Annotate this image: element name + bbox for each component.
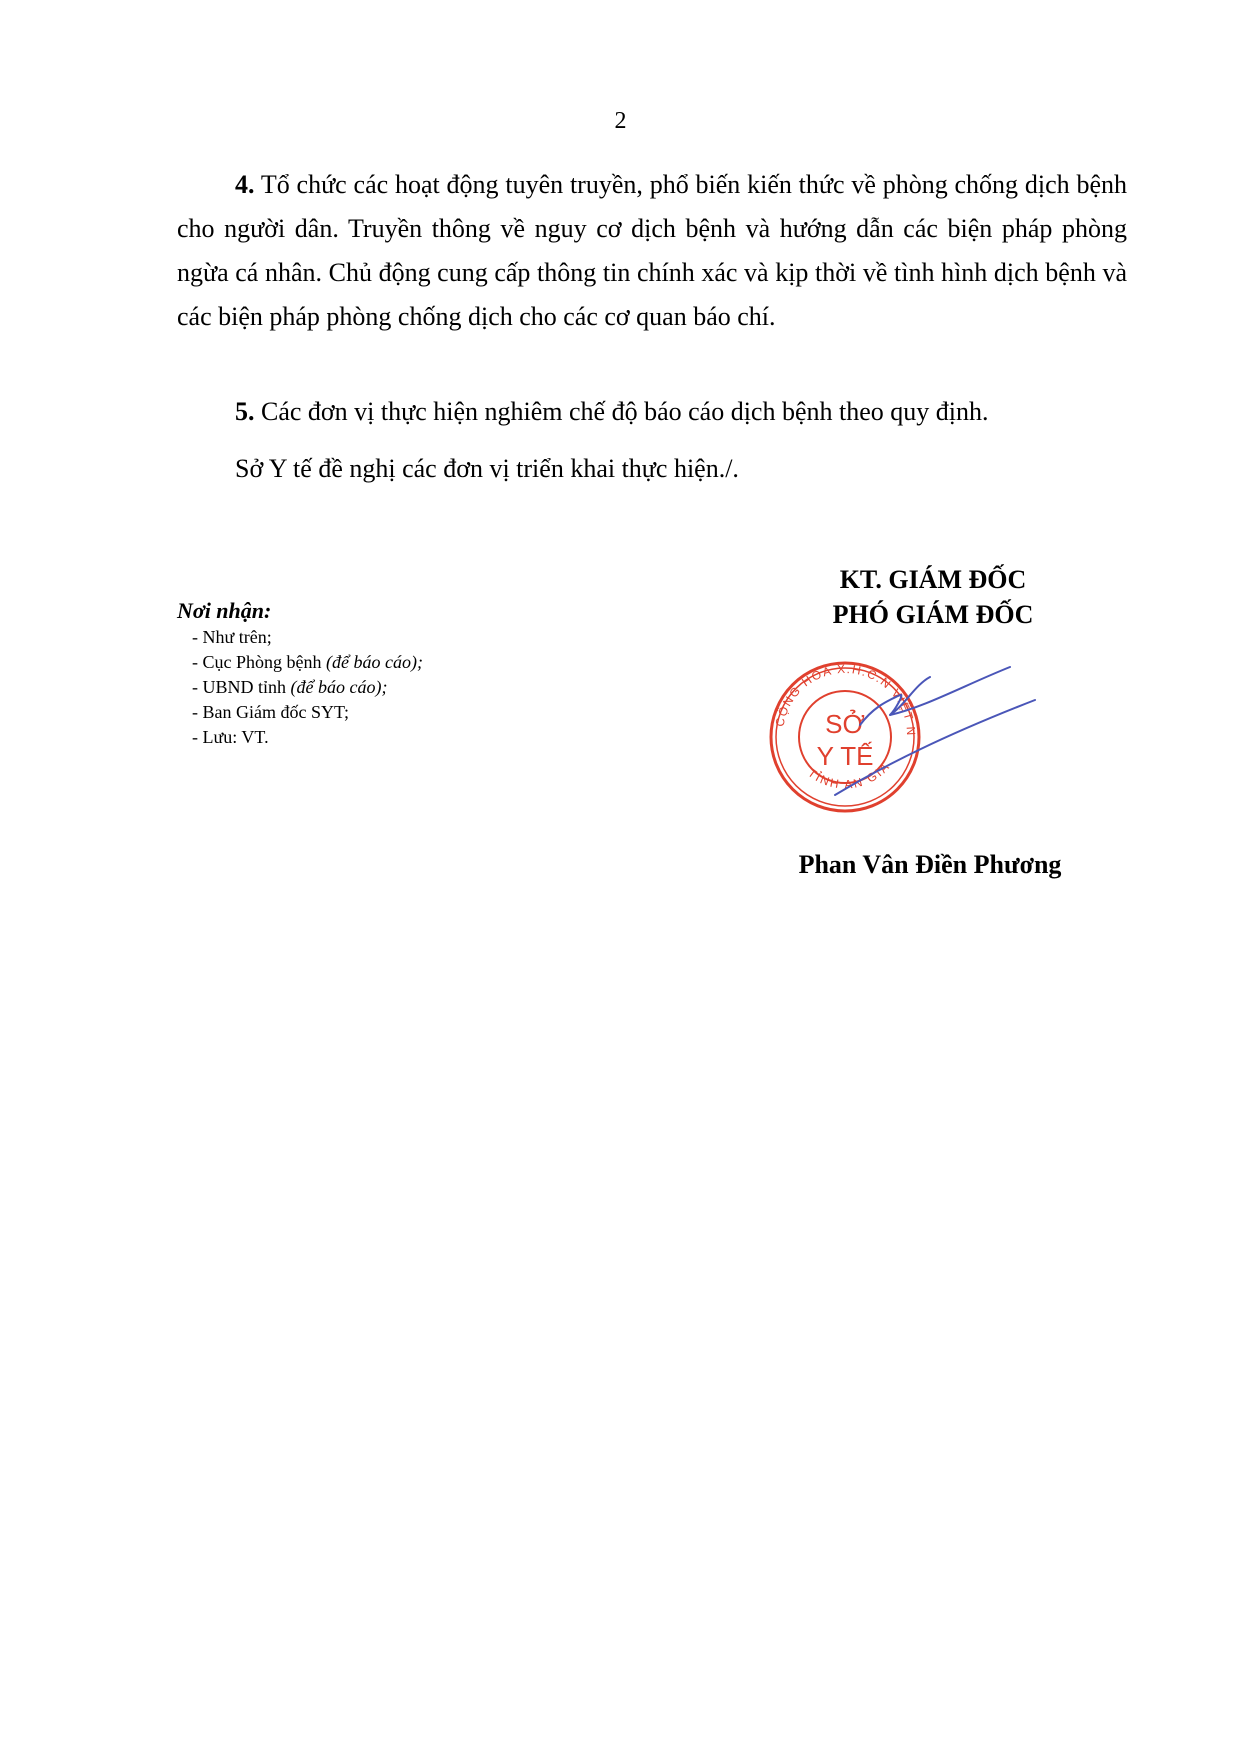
recipient-item: - Như trên; <box>192 627 272 647</box>
paragraph-5-number: 5. <box>235 397 255 426</box>
signature-title-line2: PHÓ GIÁM ĐỐC <box>832 600 1034 629</box>
paragraph-4-number: 4. <box>235 170 255 199</box>
seal-center-line2: Y TẾ <box>816 741 874 771</box>
signer-name: Phan Vân Điền Phương <box>798 850 1062 879</box>
recipient-item: - Ban Giám đốc SYT; <box>192 702 349 722</box>
paragraph-4 <box>177 163 1127 339</box>
recipient-item: - Lưu: VT. <box>192 727 269 747</box>
paragraph-5-text: Các đơn vị thực hiện nghiêm chế độ báo cáo dịch bệnh theo quy định. <box>254 397 989 426</box>
signature-title-line1: KT. GIÁM ĐỐC <box>839 565 1027 594</box>
recipients-title: Nơi nhận: <box>177 598 272 623</box>
recipient-item: - Cục Phòng bệnh (để báo cáo); <box>192 652 423 672</box>
paragraph-4-text: Tổ chức các hoạt động tuyên truyền, phổ biến kiến thức về phòng chống dịch bệnh cho người dân. Truyền thông về nguy cơ dịch bệnh và hướng dẫn các biện pháp phòng ngừa cá nhân. Chủ động cung cấp thông tin chính xác và kịp thời về tình hình dịch bệnh và các biện pháp phòng chống dịch cho các cơ quan báo chí. <box>177 170 1127 331</box>
closing-sentence: Sở Y tế đề nghị các đơn vị triển khai thực hiện./. <box>235 454 739 483</box>
seal-bottom-text: TỈNH AN GIA <box>805 758 893 792</box>
paragraph-5 <box>177 390 1127 434</box>
official-seal-icon <box>765 655 1055 815</box>
page-number: 2 <box>614 108 627 134</box>
recipient-item: - UBND tỉnh (để báo cáo); <box>192 677 388 697</box>
seal-and-signature <box>765 655 1055 815</box>
seal-outer-text: CỘNG HÒA X.H.C.N VIỆT N <box>772 661 919 738</box>
recipients-block <box>177 597 423 750</box>
seal-center-line1: SỞ <box>825 709 865 739</box>
